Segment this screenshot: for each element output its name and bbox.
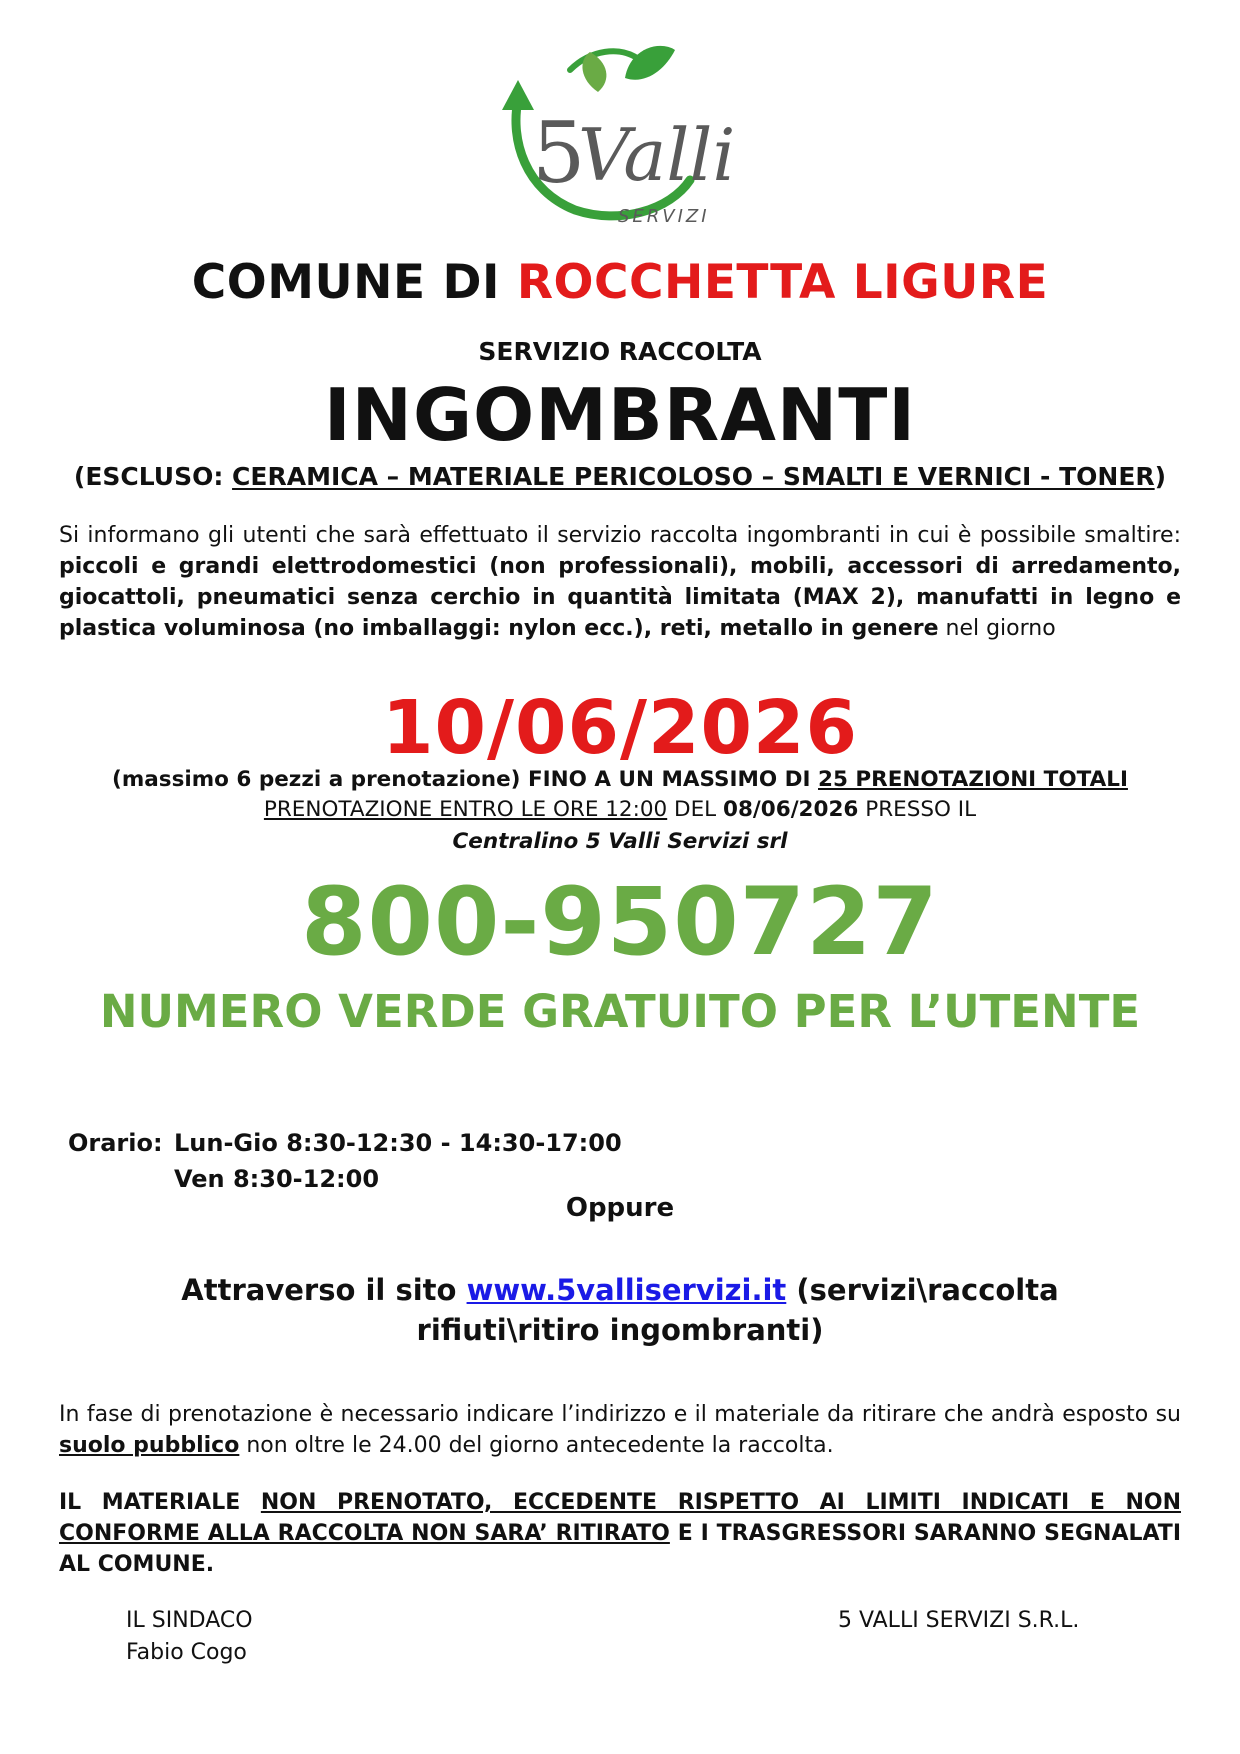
signature-company bbox=[838, 1605, 1079, 1637]
collection-date: 10/06/2026 bbox=[382, 685, 858, 771]
logo-word: Valli bbox=[578, 113, 736, 197]
excluded-close: ) bbox=[1154, 462, 1167, 491]
hours-line-2: Ven 8:30-12:00 bbox=[174, 1165, 380, 1193]
booking-deadline-presso: PRESSO IL bbox=[858, 797, 977, 822]
oppure-label: Oppure bbox=[565, 1193, 675, 1223]
excluded-materials bbox=[0, 462, 1240, 491]
opening-hours bbox=[68, 1125, 622, 1197]
warning-b: NON PRENOTATO, ECCEDENTE RISPETTO AI LIMITI INDICATI E NON CONFORME ALLA RACCOLTA NON SARA’ RITIRATO bbox=[59, 1490, 1181, 1546]
phone-caption: NUMERO VERDE GRATUITO PER L’UTENTE bbox=[99, 985, 1141, 1038]
company-logo bbox=[480, 30, 810, 230]
phone-number[interactable]: 800-950727 bbox=[301, 868, 939, 977]
intro-tail: nel giorno bbox=[938, 616, 1056, 641]
service-title: INGOMBRANTI bbox=[323, 373, 917, 457]
booking-limit bbox=[0, 767, 1240, 792]
intro-items: piccoli e grandi elettrodomestici (non professionali), mobili, accessori di arredamento, giocattoli, pneumatici senza cerchio in quantità limitata (MAX 2), manufatti in legno e plastica voluminosa (no imballaggi: nylon ecc.), reti, metallo in genere bbox=[59, 554, 1181, 641]
booking-limit-total: 25 PRENOTAZIONI TOTALI bbox=[818, 767, 1128, 792]
website-pre: Attraverso il sito bbox=[181, 1273, 467, 1307]
booking-deadline-time: PRENOTAZIONE ENTRO LE ORE 12:00 bbox=[263, 797, 668, 822]
hours-row-1 bbox=[68, 1125, 622, 1161]
signature-mayor bbox=[126, 1605, 253, 1669]
note-tail: non oltre le 24.00 del giorno antecedente la raccolta. bbox=[239, 1433, 834, 1458]
website-post: (servizi\raccolta rifiuti\ritiro ingombranti) bbox=[416, 1273, 1059, 1347]
hours-label: Orario: bbox=[68, 1129, 163, 1157]
booking-note bbox=[59, 1399, 1181, 1461]
note-suolo: suolo pubblico bbox=[59, 1433, 240, 1458]
comune-prefix: COMUNE DI bbox=[191, 255, 517, 310]
mayor-title: IL SINDACO bbox=[126, 1608, 253, 1633]
company-title: 5 VALLI SERVIZI S.R.L. bbox=[838, 1608, 1080, 1633]
warning-c: E I TRASGRESSORI SARANNO SEGNALATI AL COMUNE. bbox=[59, 1521, 1181, 1577]
warning-paragraph bbox=[59, 1487, 1181, 1580]
logo-number: 5 bbox=[532, 104, 586, 202]
comune-title bbox=[0, 255, 1240, 310]
logo-sub: SERVIZI bbox=[618, 206, 710, 227]
centralino-label: Centralino 5 Valli Servizi srl bbox=[452, 829, 788, 854]
warning-a: IL MATERIALE bbox=[59, 1490, 261, 1515]
booking-deadline bbox=[0, 797, 1240, 822]
intro-text: Si informano gli utenti che sarà effettuato il servizio raccolta ingombranti in cui è possibile smaltire: bbox=[59, 523, 1181, 548]
note-text: In fase di prenotazione è necessario indicare l’indirizzo e il materiale da ritirare che andrà esposto su bbox=[59, 1402, 1181, 1427]
service-line: SERVIZIO RACCOLTA bbox=[478, 337, 762, 366]
excluded-items: CERAMICA – MATERIALE PERICOLOSO – SMALTI E VERNICI - TONER bbox=[232, 462, 1155, 491]
website-link[interactable]: www.5valliservizi.it bbox=[466, 1273, 787, 1307]
hours-line-1: Lun-Gio 8:30-12:30 - 14:30-17:00 bbox=[174, 1129, 622, 1157]
mayor-name: Fabio Cogo bbox=[126, 1640, 247, 1665]
hours-row-2 bbox=[68, 1161, 622, 1197]
booking-deadline-date: 08/06/2026 bbox=[723, 797, 859, 822]
excluded-open: (ESCLUSO: bbox=[73, 462, 233, 491]
intro-paragraph bbox=[59, 520, 1181, 644]
website-line bbox=[100, 1270, 1140, 1350]
booking-deadline-del: DEL bbox=[667, 797, 723, 822]
booking-limit-text: (massimo 6 pezzi a prenotazione) FINO A UN MASSIMO DI bbox=[112, 767, 819, 792]
comune-name: ROCCHETTA LIGURE bbox=[516, 255, 1049, 310]
